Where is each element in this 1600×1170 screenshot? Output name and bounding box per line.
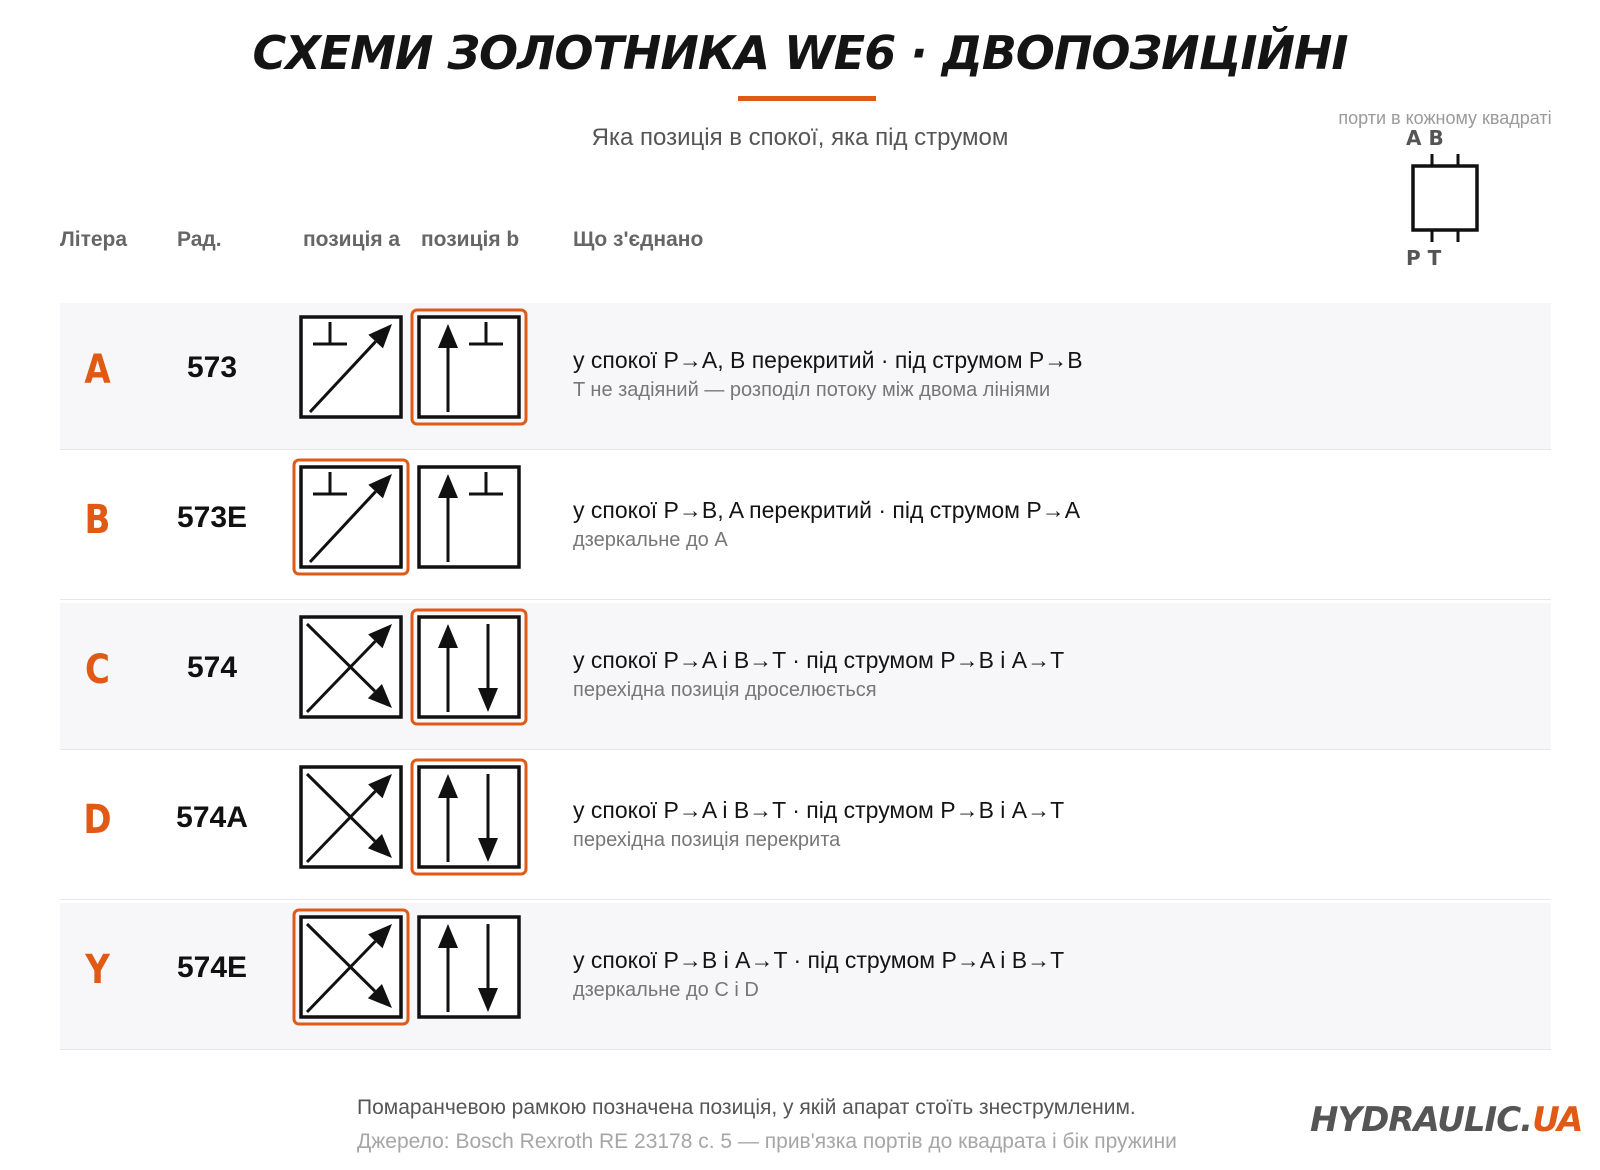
table-row xyxy=(60,303,1551,450)
valve-square xyxy=(419,467,519,567)
spool-letter: C xyxy=(85,647,110,693)
spool-letter: Y xyxy=(85,947,110,993)
page-title: СХЕМИ ЗОЛОТНИКА WE6 · ДВОПОЗИЦІЙНІ xyxy=(252,26,1348,80)
title-underline xyxy=(738,96,876,101)
spool-code: 573 xyxy=(186,351,238,384)
position-a-symbol-icon xyxy=(292,458,410,576)
valve-square xyxy=(419,617,519,717)
brand-part-2: UA xyxy=(1532,1100,1583,1140)
header-position-b: позиція b xyxy=(421,228,520,251)
footer-note: Помаранчевою рамкою позначена позиція, у якій апарат стоїть знеструмленим. xyxy=(357,1096,1136,1119)
spool-letter: A xyxy=(84,347,111,393)
header-code: Рад. xyxy=(177,228,222,251)
brand-logo xyxy=(1310,1100,1582,1140)
connection-main: у спокої P→A і B→T · під струмом P→B і A→T xyxy=(573,647,1065,673)
position-b-symbol-icon xyxy=(410,458,528,576)
table-row xyxy=(60,603,1551,750)
connection-main: у спокої P→A, B перекритий · під струмом P→B xyxy=(573,347,1083,373)
spool-code: 574A xyxy=(176,801,248,834)
position-b-symbol-icon xyxy=(410,758,528,876)
connection-main: у спокої P→A і B→T · під струмом P→B і A→T xyxy=(573,797,1065,823)
table-row xyxy=(60,903,1551,1050)
brand-part-1: HYDRAULIC. xyxy=(1310,1100,1533,1140)
page-subtitle: Яка позиція в спокої, яка під струмом xyxy=(591,124,1009,151)
position-a-symbol-icon xyxy=(292,758,410,876)
position-a-symbol-icon xyxy=(292,308,410,426)
header-connected: Що з'єднано xyxy=(573,228,704,251)
position-b-symbol-icon xyxy=(410,608,528,726)
connection-main: у спокої P→B, A перекритий · під струмом P→A xyxy=(573,497,1081,523)
position-b-symbol-icon xyxy=(410,308,528,426)
footer-source: Джерело: Bosch Rexroth RE 23178 с. 5 — прив'язка портів до квадрата і бік пружини xyxy=(357,1130,1177,1153)
spool-letter: B xyxy=(84,497,111,543)
connection-note: дзеркальне до A xyxy=(573,529,728,551)
valve-square xyxy=(419,917,519,1017)
port-legend-bottom: P T xyxy=(1406,246,1442,270)
spool-code: 573E xyxy=(176,501,248,534)
connection-note: перехідна позиція перекрита xyxy=(573,829,841,851)
spool-code: 574E xyxy=(176,951,248,984)
connection-note: перехідна позиція дроселюється xyxy=(573,679,877,701)
header-position-a: позиція a xyxy=(303,228,401,251)
spool-letter: D xyxy=(83,797,112,843)
table-row xyxy=(60,753,1551,900)
spool-code: 574 xyxy=(186,651,238,684)
position-a-symbol-icon xyxy=(292,608,410,726)
connection-note: T не задіяний — розподіл потоку між двома лініями xyxy=(573,379,1051,401)
connection-note: дзеркальне до C і D xyxy=(573,979,759,1001)
connection-main: у спокої P→B і A→T · під струмом P→A і B→T xyxy=(573,947,1065,973)
table-row xyxy=(60,453,1551,600)
valve-square xyxy=(419,317,519,417)
port-legend-square-icon xyxy=(1408,146,1482,246)
valve-square xyxy=(419,767,519,867)
position-b-symbol-icon xyxy=(410,908,528,1026)
port-legend-top: A B xyxy=(1406,126,1444,150)
port-legend-note: порти в кожному квадраті xyxy=(1338,108,1552,128)
header-letter: Літера xyxy=(60,228,128,251)
position-a-symbol-icon xyxy=(292,908,410,1026)
